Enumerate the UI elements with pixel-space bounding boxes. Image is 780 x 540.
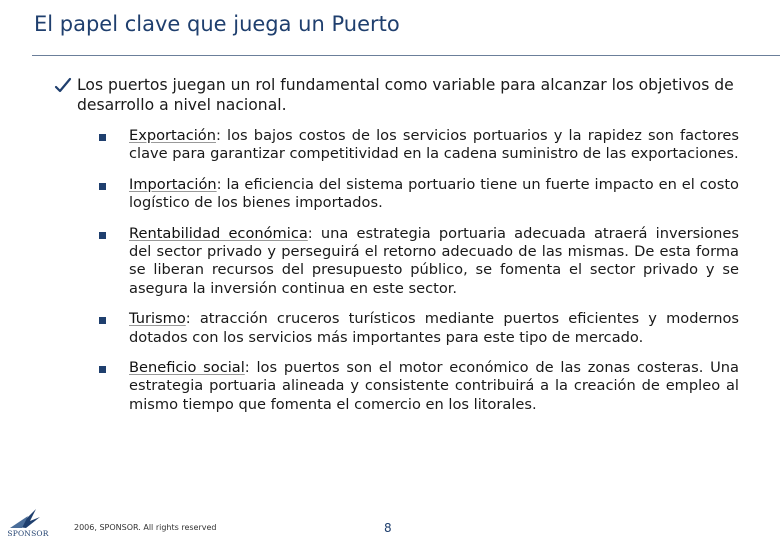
list-item-description: : los bajos costos de los servicios portuarios y la rapidez son factores clave para garantizar competitividad en la cadena suministro de las exportaciones.	[129, 127, 739, 163]
list-item-text	[129, 176, 739, 213]
page-number: 8	[384, 521, 392, 535]
list-item-turismo	[97, 310, 739, 347]
list-item-term: Exportación	[129, 127, 216, 144]
sponsor-logo-icon	[4, 507, 52, 529]
title-divider	[32, 55, 780, 56]
square-bullet-icon	[99, 232, 106, 239]
list-item-exportacion	[97, 127, 739, 164]
square-bullet-icon	[99, 183, 106, 190]
list-item-beneficio-social	[97, 359, 739, 414]
slide-title: El papel clave que juega un Puerto	[34, 12, 400, 36]
list-item-text	[129, 310, 739, 347]
list-item-description: : la eficiencia del sistema portuario tiene un fuerte impacto en el costo logístico de los bienes importados.	[129, 175, 739, 212]
list-item-text	[129, 127, 739, 164]
intro-paragraph: Los puertos juegan un rol fundamental como variable para alcanzar los objetivos de desarrollo a nivel nacional.	[77, 76, 734, 114]
list-item-description: : atracción cruceros turísticos mediante puertos eficientes y modernos dotados con los servicios más importantes para este tipo de mercado.	[129, 310, 739, 346]
copyright-text: 2006, SPONSOR. All rights reserved	[74, 523, 217, 532]
list-item-text	[129, 359, 739, 414]
logo-wordmark: SPONSOR	[7, 529, 49, 538]
list-item-term: Rentabilidad económica	[129, 224, 308, 242]
sub-bullet-list	[97, 127, 739, 426]
list-item-term: Importación	[129, 175, 217, 193]
list-item-description: : una estrategia portuaria adecuada atraerá inversiones del sector privado y perseguirá el retorno adecuado de las mismas. De esta forma se liberan recursos del presupuesto público, se fomenta el sector privado y se asegura la inversión continua en este sector.	[129, 224, 739, 297]
list-item-importacion	[97, 176, 739, 213]
square-bullet-icon	[99, 134, 106, 141]
sponsor-logo	[4, 507, 52, 540]
square-bullet-icon	[99, 317, 106, 324]
list-item-text	[129, 225, 739, 299]
square-bullet-icon	[99, 366, 106, 373]
list-item-rentabilidad	[97, 225, 739, 299]
checkmark-icon	[54, 76, 72, 94]
list-item-term: Turismo	[129, 310, 186, 328]
list-item-description: : los puertos son el motor económico de las zonas costeras. Una estrategia portuaria alineada y consistente contribuirá a la creación de empleo al mismo tiempo que fomenta el comercio en los litorales.	[129, 359, 739, 413]
list-item-term: Beneficio social	[129, 359, 245, 377]
